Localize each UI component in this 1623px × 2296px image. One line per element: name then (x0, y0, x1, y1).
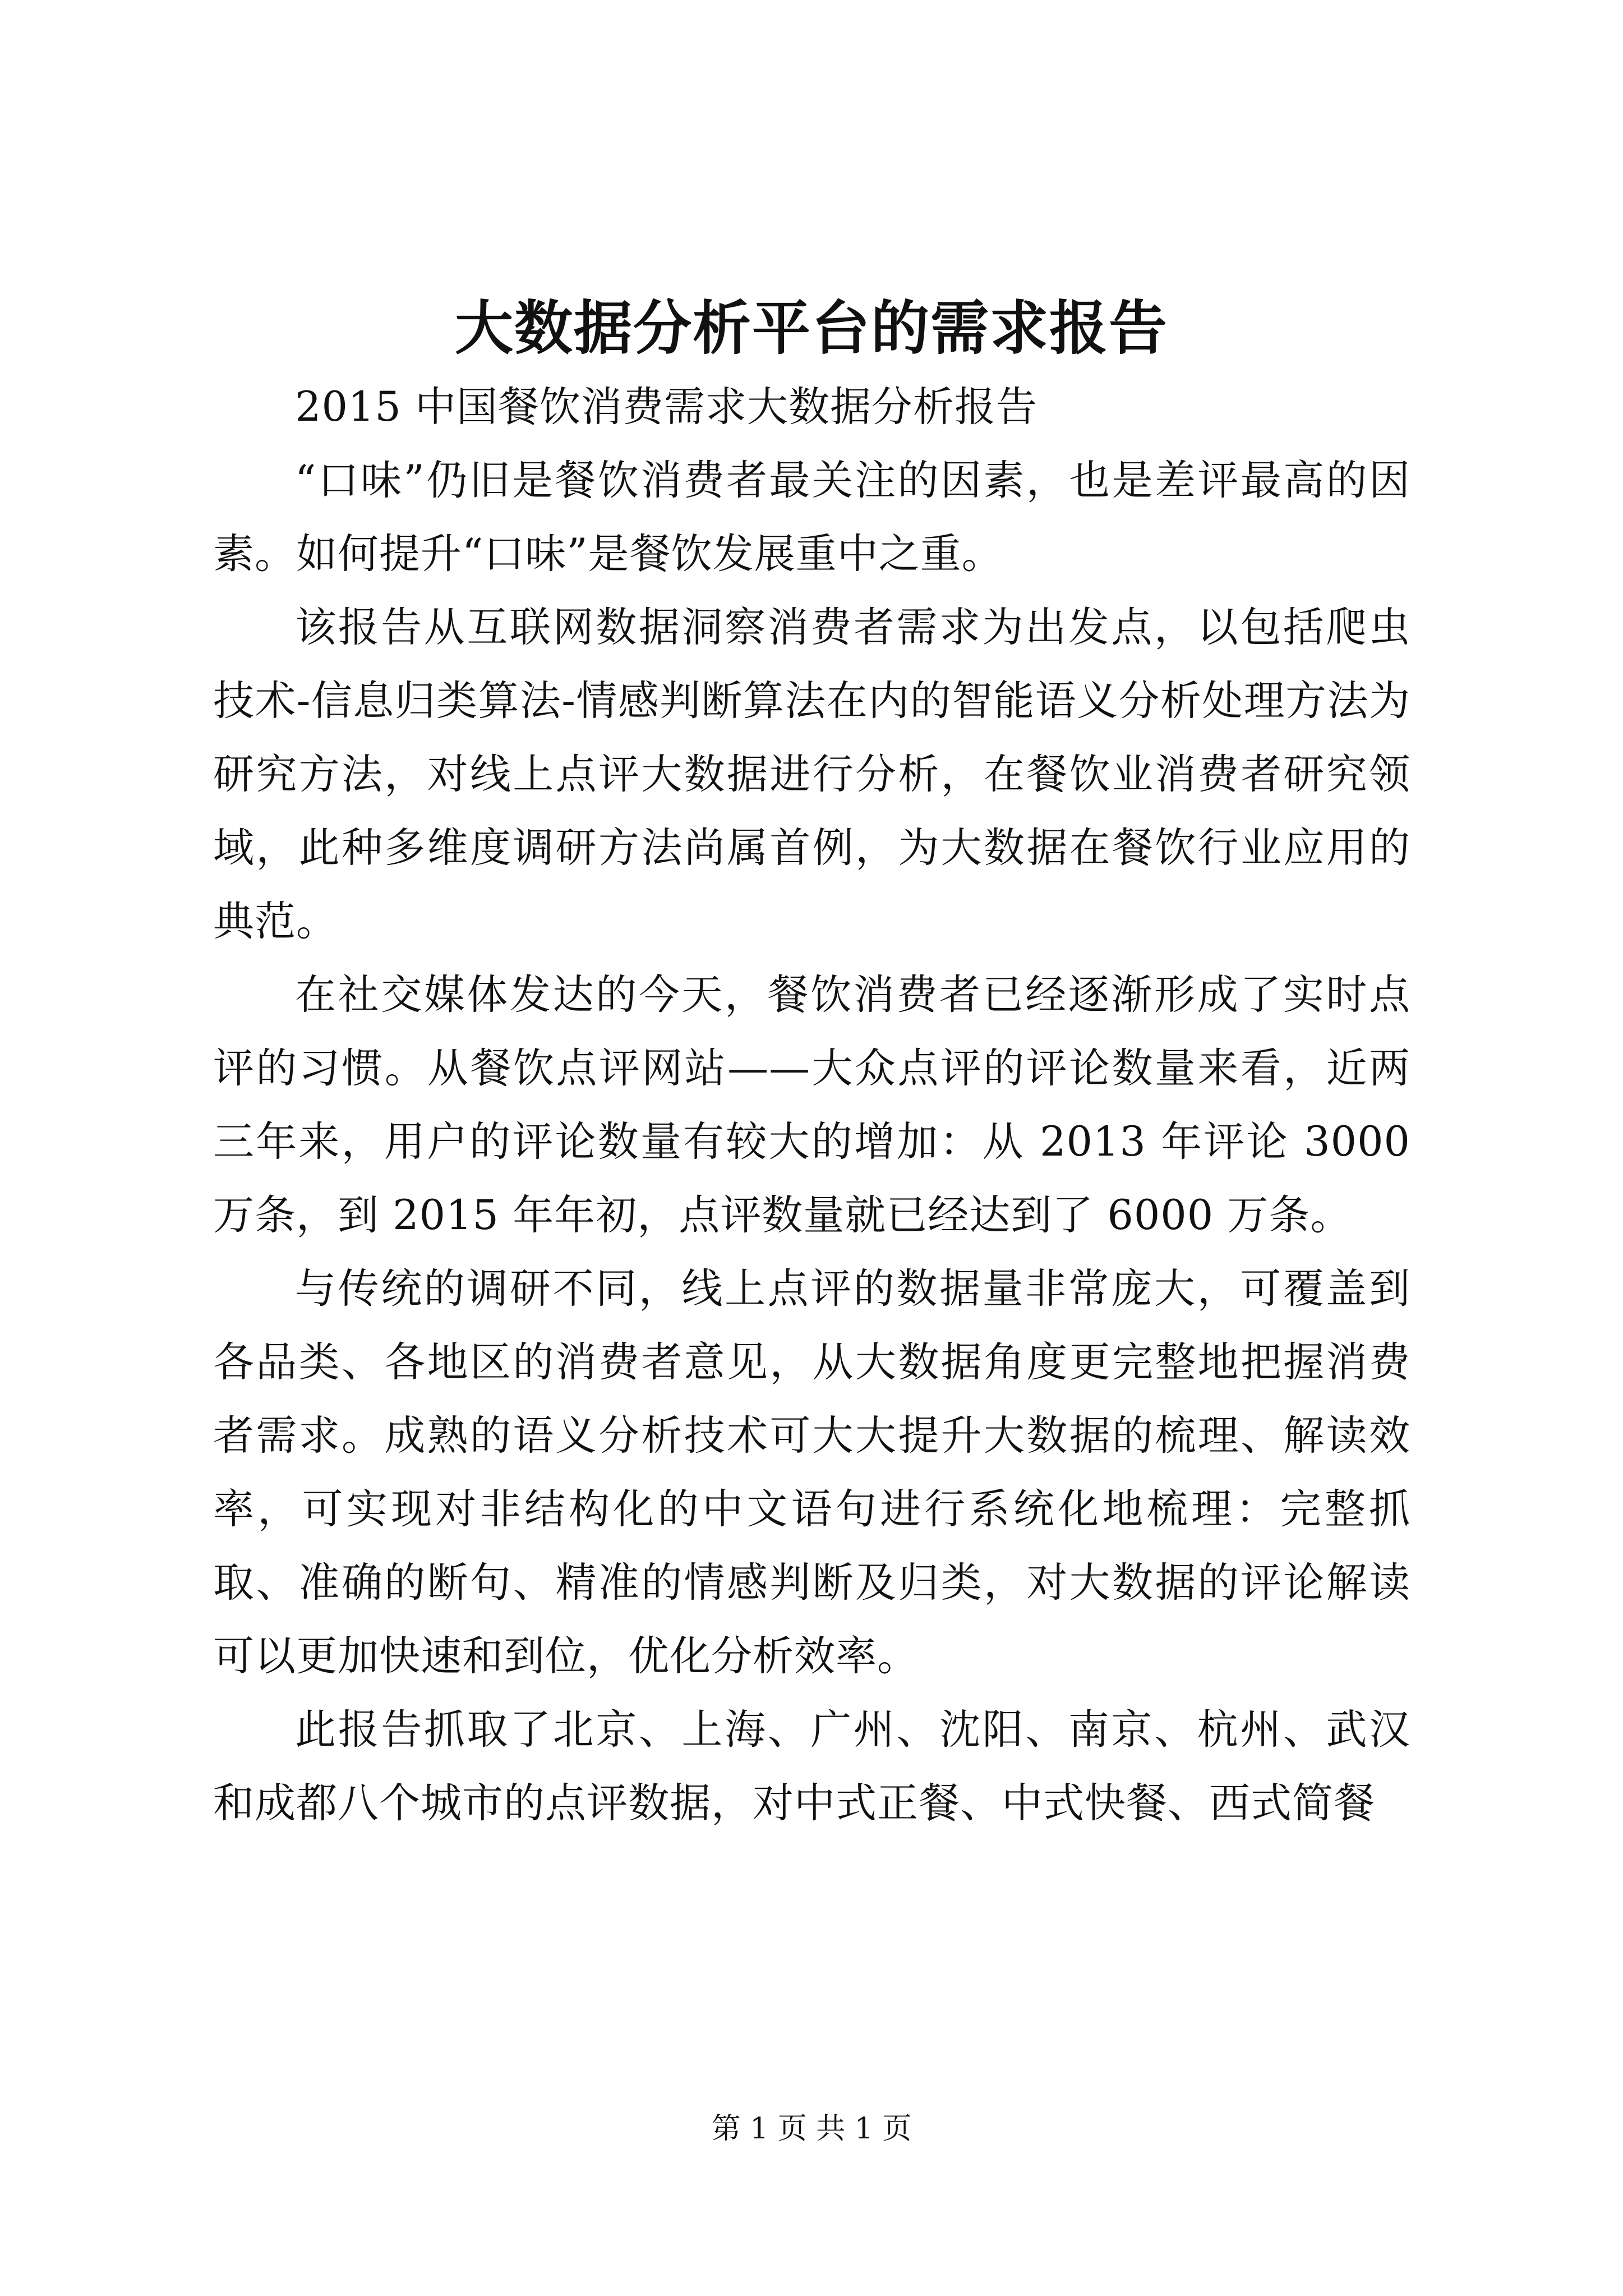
body-paragraph: 此报告抓取了北京、上海、广州、沈阳、南京、杭州、武汉和成都八个城市的点评数据，对中式正餐、中式快餐、西式简餐 (213, 1706, 1410, 1827)
body-paragraph: 该报告从互联网数据洞察消费者需求为出发点，以包括爬虫技术-信息归类算法-情感判断算法在内的智能语义分析处理方法为研究方法，对线上点评大数据进行分析，在餐饮业消费者研究领域，此种多维度调研方法尚属首例，为大数据在餐饮行业应用的典范。 (213, 604, 1410, 945)
report-subtitle-paragraph: 2015 中国餐饮消费需求大数据分析报告 (295, 383, 1038, 431)
body-paragraph: “口味”仍旧是餐饮消费者最关注的因素，也是差评最高的因素。如何提升“口味”是餐饮发展重中之重。 (213, 457, 1410, 578)
document-title: 大数据分析平台的需求报告 (454, 293, 1168, 362)
body-paragraph: 与传统的调研不同，线上点评的数据量非常庞大，可覆盖到各品类、各地区的消费者意见，从大数据角度更完整地把握消费者需求。成熟的语义分析技术可大大提升大数据的梳理、解读效率，可实现对非结构化的中文语句进行系统化地梳理：完整抓取、准确的断句、精准的情感判断及归类，对大数据的评论解读可以更加快速和到位，优化分析效率。 (213, 1265, 1410, 1680)
page-footer: 第 1 页 共 1 页 (711, 2112, 912, 2146)
document-body (213, 370, 1410, 1840)
body-paragraph: 在社交媒体发达的今天，餐饮消费者已经逐渐形成了实时点评的习惯。从餐饮点评网站——大众点评的评论数量来看，近两三年来，用户的评论数量有较大的增加：从 2013 年评论 3000 万条，到 2015 年年初，点评数量就已经达到了 6000 万条。 (213, 971, 1410, 1239)
